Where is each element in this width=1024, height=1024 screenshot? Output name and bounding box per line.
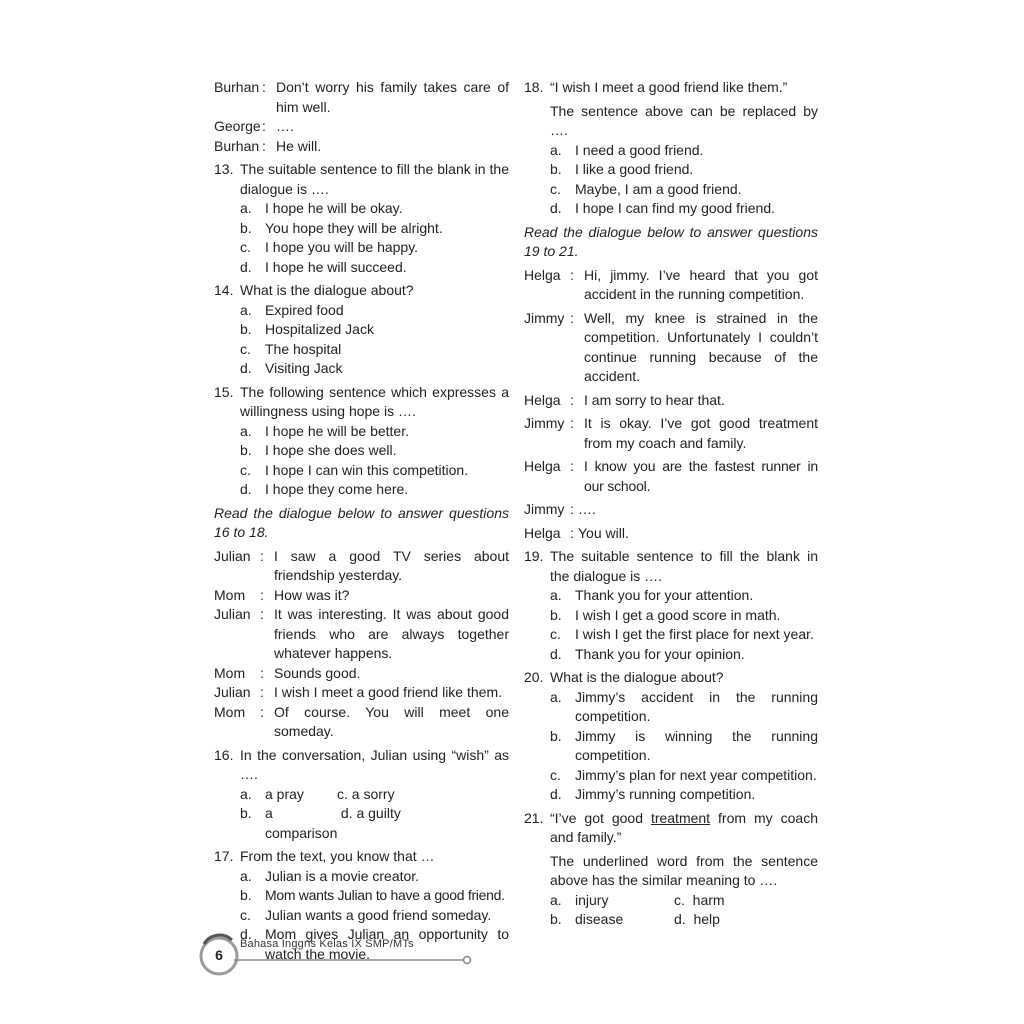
dialogue-line: Jimmy : Well, my knee is strained in the competition. Unfortunately I couldn’t continue running because of the accident. xyxy=(524,309,818,387)
option: d. I hope he will succeed. xyxy=(240,258,407,275)
speaker: Mom xyxy=(214,664,246,681)
left-column xyxy=(214,78,509,964)
question-20 xyxy=(524,668,818,805)
option: a. injury xyxy=(550,891,609,908)
option: d. Jimmy’s running competition. xyxy=(550,786,756,802)
dialogue-helga-jimmy xyxy=(524,266,818,544)
line-text: Don’t worry his family takes care of him well. xyxy=(276,79,509,115)
line-text: …. xyxy=(578,501,596,517)
option: b. I hope she does well. xyxy=(240,442,397,458)
instruction-19-21: Read the dialogue below to answer questions 19 to 21. xyxy=(524,223,818,259)
line-text: Hi, jimmy. I’ve heard that you got accident in the running competition. xyxy=(584,266,818,302)
question-text: The following sentence which expresses a willingness using hope is …. xyxy=(240,383,509,419)
option: a. Expired food xyxy=(240,301,344,318)
speaker: Jimmy xyxy=(524,309,565,326)
right-column xyxy=(524,78,818,930)
underlined-word: treatment xyxy=(650,809,711,826)
page-footer xyxy=(196,932,486,982)
line-text: Of course. You will meet one someday. xyxy=(274,703,509,739)
option: b. I like a good friend. xyxy=(550,161,694,177)
line-text: You will. xyxy=(578,524,629,541)
speaker: Helga xyxy=(524,524,561,541)
footer-title: Bahasa Inggris Kelas IX SMP/MTs xyxy=(240,938,414,950)
question-number: 21. xyxy=(524,809,544,826)
option: b. Hospitalized Jack xyxy=(240,321,374,337)
option: c. I hope you will be happy. xyxy=(240,239,419,255)
option-row xyxy=(214,785,509,805)
line-text: He will. xyxy=(276,137,322,154)
line-text: It is okay. I’ve got good treatment from my coach and family. xyxy=(584,415,818,451)
speaker: Jimmy xyxy=(524,501,565,517)
dialogue-line: Jimmy : …. xyxy=(524,500,818,520)
question-text: The suitable sentence to fill the blank in the dialogue is …. xyxy=(550,548,818,584)
option: c. harm xyxy=(674,891,725,908)
question-18 xyxy=(524,78,818,219)
question-text: In the conversation, Julian using “wish” as …. xyxy=(240,746,509,782)
option: d. help xyxy=(674,911,720,927)
line-text: I wish I meet a good friend like them. xyxy=(274,684,502,700)
dialogue-line: Helga : I know you are the fastest runner in our school. xyxy=(524,457,818,496)
option: b. disease xyxy=(550,911,624,927)
dialogue-line: Helga : Hi, jimmy. I’ve heard that you got accident in the running competition. xyxy=(524,266,818,305)
option: b. I wish I get a good score in math. xyxy=(550,606,781,623)
dialogue-julian-mom xyxy=(214,547,509,742)
question-number: 18. xyxy=(524,79,544,95)
question-text: From the text, you know that … xyxy=(240,848,435,864)
option: a. Jimmy’s accident in the running competition. xyxy=(550,688,818,724)
dialogue-line: George : …. xyxy=(214,117,509,137)
dialogue-line: Helga : I am sorry to hear that. xyxy=(524,391,818,411)
question-prompt: The sentence above can be replaced by …. xyxy=(550,102,818,138)
dialogue-line: Julian : I saw a good TV series about friendship yesterday. xyxy=(214,547,509,586)
question-16 xyxy=(214,746,509,844)
line-text: I am sorry to hear that. xyxy=(584,391,725,408)
option: c. The hospital xyxy=(240,340,342,357)
question-number: 15. xyxy=(214,383,234,400)
dialogue-line: Helga : You will. xyxy=(524,524,818,544)
option-row xyxy=(524,891,818,911)
option: d. Mom gives Julian an opportunity to watch the movie. xyxy=(240,926,509,962)
line-text: …. xyxy=(276,118,294,134)
question-text: “I’ve got good treatment from my coach and family.” xyxy=(550,809,818,845)
dialogue-burhan-george xyxy=(214,78,509,156)
line-text: Well, my knee is strained in the competition. Unfortunately I couldn’t continue running because of the accident. xyxy=(584,309,818,384)
option: a. I hope he will be better. xyxy=(240,422,409,439)
dialogue-line: Jimmy : It is okay. I’ve got good treatment from my coach and family. xyxy=(524,414,818,453)
option: d. a guilty xyxy=(340,805,401,821)
option: b. You hope they will be alright. xyxy=(240,219,443,236)
question-text: What is the dialogue about? xyxy=(550,669,724,685)
instruction-16-18: Read the dialogue below to answer questions 16 to 18. xyxy=(214,504,509,540)
question-text: What is the dialogue about? xyxy=(240,282,414,298)
speaker: Jimmy xyxy=(524,415,565,431)
option: a. a pray xyxy=(240,785,304,802)
speaker: Julian xyxy=(214,684,251,700)
question-number: 14. xyxy=(214,282,234,298)
question-13 xyxy=(214,160,509,277)
option-row xyxy=(214,804,509,843)
question-number: 16. xyxy=(214,746,234,763)
speaker: Helga xyxy=(524,266,561,283)
option: a. I hope he will be okay. xyxy=(240,200,403,216)
option: b. a comparison xyxy=(240,805,338,841)
line-text: Sounds good. xyxy=(274,664,361,681)
dialogue-line: Julian : I wish I meet a good friend like them. xyxy=(214,683,509,703)
option-row xyxy=(524,910,818,930)
option: d. Visiting Jack xyxy=(240,360,343,376)
dialogue-line: Mom : How was it? xyxy=(214,586,509,606)
speaker: Burhan xyxy=(214,79,260,95)
question-19 xyxy=(524,547,818,664)
line-text: I know you are the fastest runner in our school. xyxy=(584,458,818,494)
speaker: Julian xyxy=(214,606,251,622)
question-text: The suitable sentence to fill the blank in the dialogue is …. xyxy=(240,161,509,197)
line-text: How was it? xyxy=(274,586,350,603)
option: d. I hope they come here. xyxy=(240,481,409,497)
option: b. Jimmy is winning the running competition. xyxy=(550,727,818,763)
option: a. I need a good friend. xyxy=(550,141,704,158)
option: c. Julian wants a good friend someday. xyxy=(240,906,492,923)
speaker: Julian xyxy=(214,547,251,564)
option: c. I hope I can win this competition. xyxy=(240,461,469,478)
dialogue-line: Burhan : He will. xyxy=(214,137,509,157)
dialogue-line: Burhan : Don’t worry his family takes care of him well. xyxy=(214,78,509,117)
speaker: George xyxy=(214,118,261,134)
option: d. I hope I can find my good friend. xyxy=(550,200,776,216)
option: c. a sorry xyxy=(337,785,395,802)
question-number: 20. xyxy=(524,669,544,685)
line-text: I saw a good TV series about friendship yesterday. xyxy=(274,547,509,583)
speaker: Mom xyxy=(214,703,246,720)
speaker: Helga xyxy=(524,391,561,408)
option: c. Maybe, I am a good friend. xyxy=(550,180,742,197)
question-14 xyxy=(214,281,509,379)
speaker: Helga xyxy=(524,458,561,474)
dialogue-line: Julian : It was interesting. It was about good friends who are always together whatever happens. xyxy=(214,605,509,664)
option: a. Thank you for your attention. xyxy=(550,587,754,603)
option: c. I wish I get the first place for next year. xyxy=(550,626,814,642)
option: a. Julian is a movie creator. xyxy=(240,867,420,884)
dialogue-line: Mom : Sounds good. xyxy=(214,664,509,684)
dialogue-line: Mom : Of course. You will meet one someday. xyxy=(214,703,509,742)
speaker: Burhan xyxy=(214,137,260,154)
option: b. Mom wants Julian to have a good friend. xyxy=(240,887,505,903)
speaker: Mom xyxy=(214,586,246,603)
question-text: “I wish I meet a good friend like them.” xyxy=(550,79,788,95)
line-text: It was interesting. It was about good friends who are always together whatever happens. xyxy=(274,606,509,661)
option: d. Thank you for your opinion. xyxy=(550,645,745,662)
page-number: 6 xyxy=(215,947,223,963)
question-number: 13. xyxy=(214,161,234,177)
question-number: 19. xyxy=(524,548,544,564)
question-number: 17. xyxy=(214,848,234,864)
option: c. Jimmy’s plan for next year competition. xyxy=(550,766,817,783)
question-15 xyxy=(214,383,509,500)
question-prompt: The underlined word from the sentence above has the similar meaning to …. xyxy=(550,852,818,888)
question-21 xyxy=(524,809,818,930)
